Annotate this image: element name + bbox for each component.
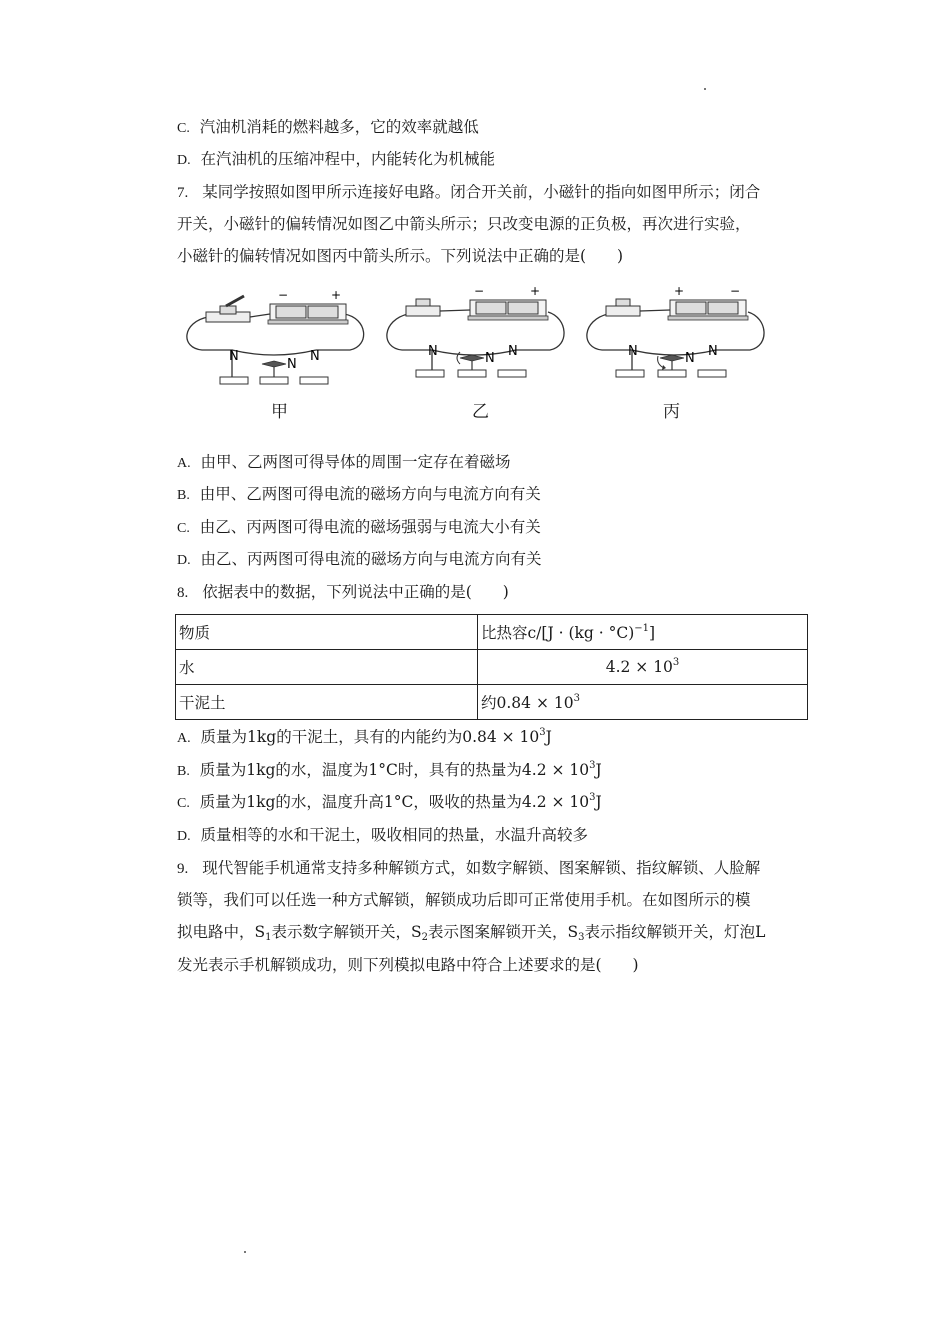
q7-jia-right-sign: + (331, 288, 342, 302)
q9-stem-line-4: 发光表示手机解锁成功，则下列模拟电路中符合上述要求的是( ) (177, 956, 639, 974)
q7-stem-line-3: 小磁针的偏转情况如图丙中箭头所示。下列说法中正确的是( ) (177, 247, 624, 265)
q7-option-b: B. 由甲、乙两图可得电流的磁场方向与电流方向有关 (177, 485, 541, 503)
table-row (176, 650, 808, 685)
q7-jia-wire-pole-right: N (310, 349, 320, 364)
q9-stem-line-1: 9. 现代智能手机通常支持多种解锁方式，如数字解锁、图案解锁、指纹解锁、人脸解 (177, 859, 761, 877)
q7-jia-wire-pole-left: N (229, 349, 239, 364)
q7-option-a: A. 由甲、乙两图可得导体的周围一定存在着磁场 (177, 453, 511, 471)
specific-heat-table (175, 614, 808, 720)
header-substance: 物质 (176, 615, 478, 650)
header-capacity: 比热容c/[J · (kg · °C)$^{-1}$] (478, 615, 808, 650)
q7-figure-yi (380, 284, 570, 389)
q8-option-b: B. 质量为1kg的水，温度为1°C时，具有的热量为$4.2 \times 10^3J$ (177, 760, 602, 779)
row-soil-substance: 干泥土 (176, 685, 478, 720)
q7-yi-wire-pole-left: N (428, 344, 438, 359)
row-water-value: $4.2 \times 10^3$ (478, 650, 808, 685)
q7-option-c: C. 由乙、丙两图可得电流的磁场强弱与电流大小有关 (177, 518, 541, 536)
q8-option-a: A. 质量为1kg的干泥土，具有的内能约为$0.84 \times 10^3J$ (177, 727, 552, 746)
q6-option-c: C. 汽油机消耗的燃料越多，它的效率就越低 (177, 118, 479, 136)
page-mark-bottom (244, 1251, 246, 1253)
q8-option-d: D. 质量相等的水和干泥土，吸收相同的热量，水温升高较多 (177, 826, 588, 844)
q7-bing-wire-pole-right: N (708, 344, 718, 359)
q7-yi-right-sign: + (530, 284, 541, 298)
table-row (176, 685, 808, 720)
q7-yi-wire-pole-right: N (508, 344, 518, 359)
table-header-row (176, 615, 808, 650)
q9-stem-line-3: 拟电路中，$S_1$表示数字解锁开关，$S_2$表示图案解锁开关，$S_3$表示指纹解锁开关，灯泡L (177, 923, 766, 943)
q8-option-c: C. 质量为1kg的水，温度升高1°C，吸收的热量为$4.2 \times 10^3J$ (177, 792, 602, 811)
q7-jia-left-sign: − (278, 288, 289, 302)
q7-jia-needle-pole: N (287, 357, 297, 372)
q7-figure-yi-caption: 乙 (472, 402, 489, 422)
row-soil-value: 约$0.84 \times 10^3$ (478, 685, 808, 720)
q7-bing-wire-pole-left: N (628, 344, 638, 359)
q7-bing-needle-pole: N (685, 351, 695, 366)
q7-figure-jia (180, 284, 370, 389)
q7-yi-left-sign: − (474, 284, 485, 298)
row-water-substance: 水 (176, 650, 478, 685)
q7-yi-needle-pole: N (485, 351, 495, 366)
q7-option-d: D. 由乙、丙两图可得电流的磁场方向与电流方向有关 (177, 550, 542, 568)
q7-bing-right-sign: − (730, 284, 741, 298)
q7-stem-line-2: 开关，小磁针的偏转情况如图乙中箭头所示；只改变电源的正负极，再次进行实验， (177, 215, 751, 233)
page-mark-top (704, 88, 706, 90)
q7-figure-bing (580, 284, 770, 389)
q7-figure-bing-caption: 丙 (663, 402, 680, 422)
q8-stem: 8. 依据表中的数据，下列说法中正确的是( ) (177, 583, 509, 601)
q7-figure-jia-caption: 甲 (271, 402, 288, 422)
q7-stem-line-1: 7. 某同学按照如图甲所示连接好电路。闭合开关前，小磁针的指向如图甲所示；闭合 (177, 183, 761, 201)
q6-option-d: D. 在汽油机的压缩冲程中，内能转化为机械能 (177, 150, 495, 168)
q9-stem-line-2: 锁等，我们可以任选一种方式解锁，解锁成功后即可正常使用手机。在如图所示的模 (177, 891, 751, 909)
q7-bing-left-sign: + (674, 284, 685, 298)
